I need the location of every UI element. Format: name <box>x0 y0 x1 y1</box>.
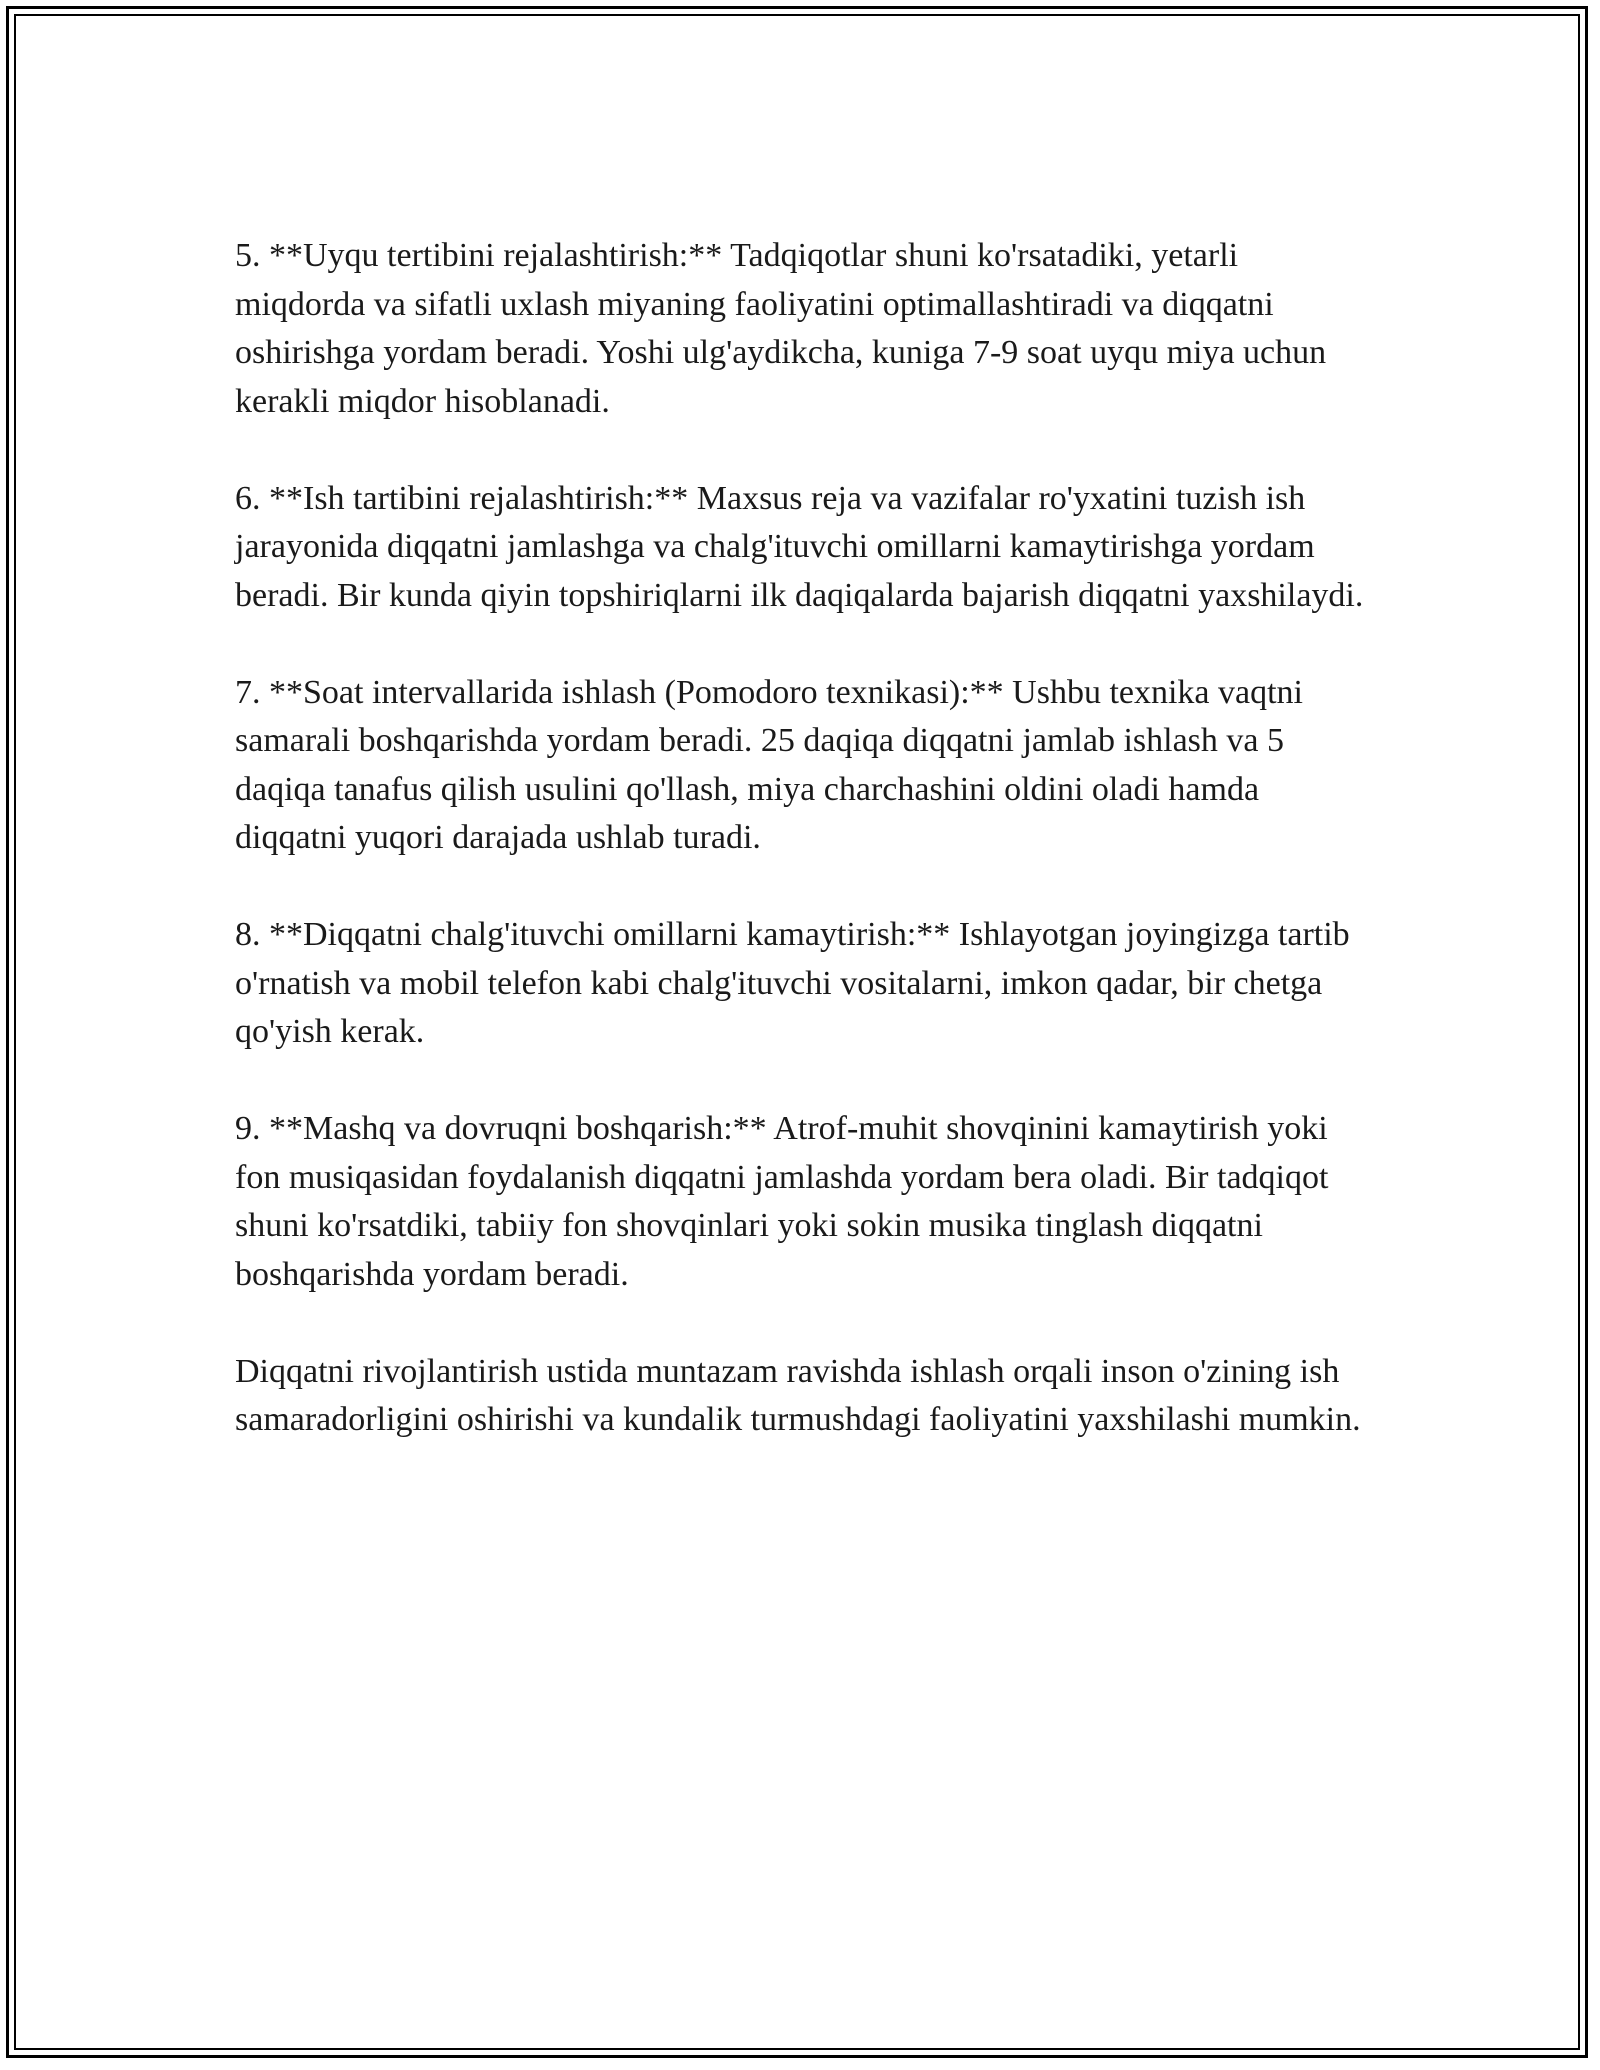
conclusion-paragraph: Diqqatni rivojlantirish ustida muntazam ravishda ishlash orqali inson o'zining ish samaradorligini oshirishi va kundalik turmushdagi faoliyatini yaxshilashi mumkin. <box>235 1352 1361 1438</box>
paragraph-item-8: 8. **Diqqatni chalg'ituvchi omillarni kamaytirish:** Ishlayotgan joyingizga tartib o'rnatish va mobil telefon kabi chalg'ituvchi vositalarni, imkon qadar, bir chetga qo'yish kerak. <box>235 916 1350 1050</box>
paragraph-item-9: 9. **Mashq va dovruqni boshqarish:** Atrof-muhit shovqinini kamaytirish yoki fon musiqasidan foydalanish diqqatni jamlashda yordam bera oladi. Bir tadqiqot shuni ko'rsatdiki, tabiiy fon shovqinlari yoki sokin musika tinglash diqqatni boshqarishda yordam beradi. <box>235 1110 1329 1293</box>
paragraph-item-6: 6. **Ish tartibini rejalashtirish:** Maxsus reja va vazifalar ro'yxatini tuzish ish jarayonida diqqatni jamlashga va chalg'ituvchi omillarni kamaytirishga yordam beradi. Bir kunda qiyin topshiriqlarni ilk daqiqalarda bajarish diqqatni yaxshilaydi. <box>235 479 1364 614</box>
paragraph-item-7: 7. **Soat intervallarida ishlash (Pomodoro texnikasi):** Ushbu texnika vaqtni samarali boshqarishda yordam beradi. 25 daqiqa diqqatni jamlab ishlash va 5 daqiqa tanafus qilish usulini qo'llash, miya charchashini oldini oladi hamda diqqatni yuqori darajada ushlab turadi. <box>235 673 1303 856</box>
paragraph-item-5: 5. **Uyqu tertibini rejalashtirish:** Tadqiqotlar shuni ko'rsatadiki, yetarli miqdorda va sifatli uxlash miyaning faoliyatini optimallashtiradi va diqqatni oshirishga yordam beradi. Yoshi ulg'aydikcha, kuniga 7-9 soat uyqu miya uchun kerakli miqdor hisoblanadi. <box>235 237 1327 420</box>
document-body <box>235 232 1365 1493</box>
